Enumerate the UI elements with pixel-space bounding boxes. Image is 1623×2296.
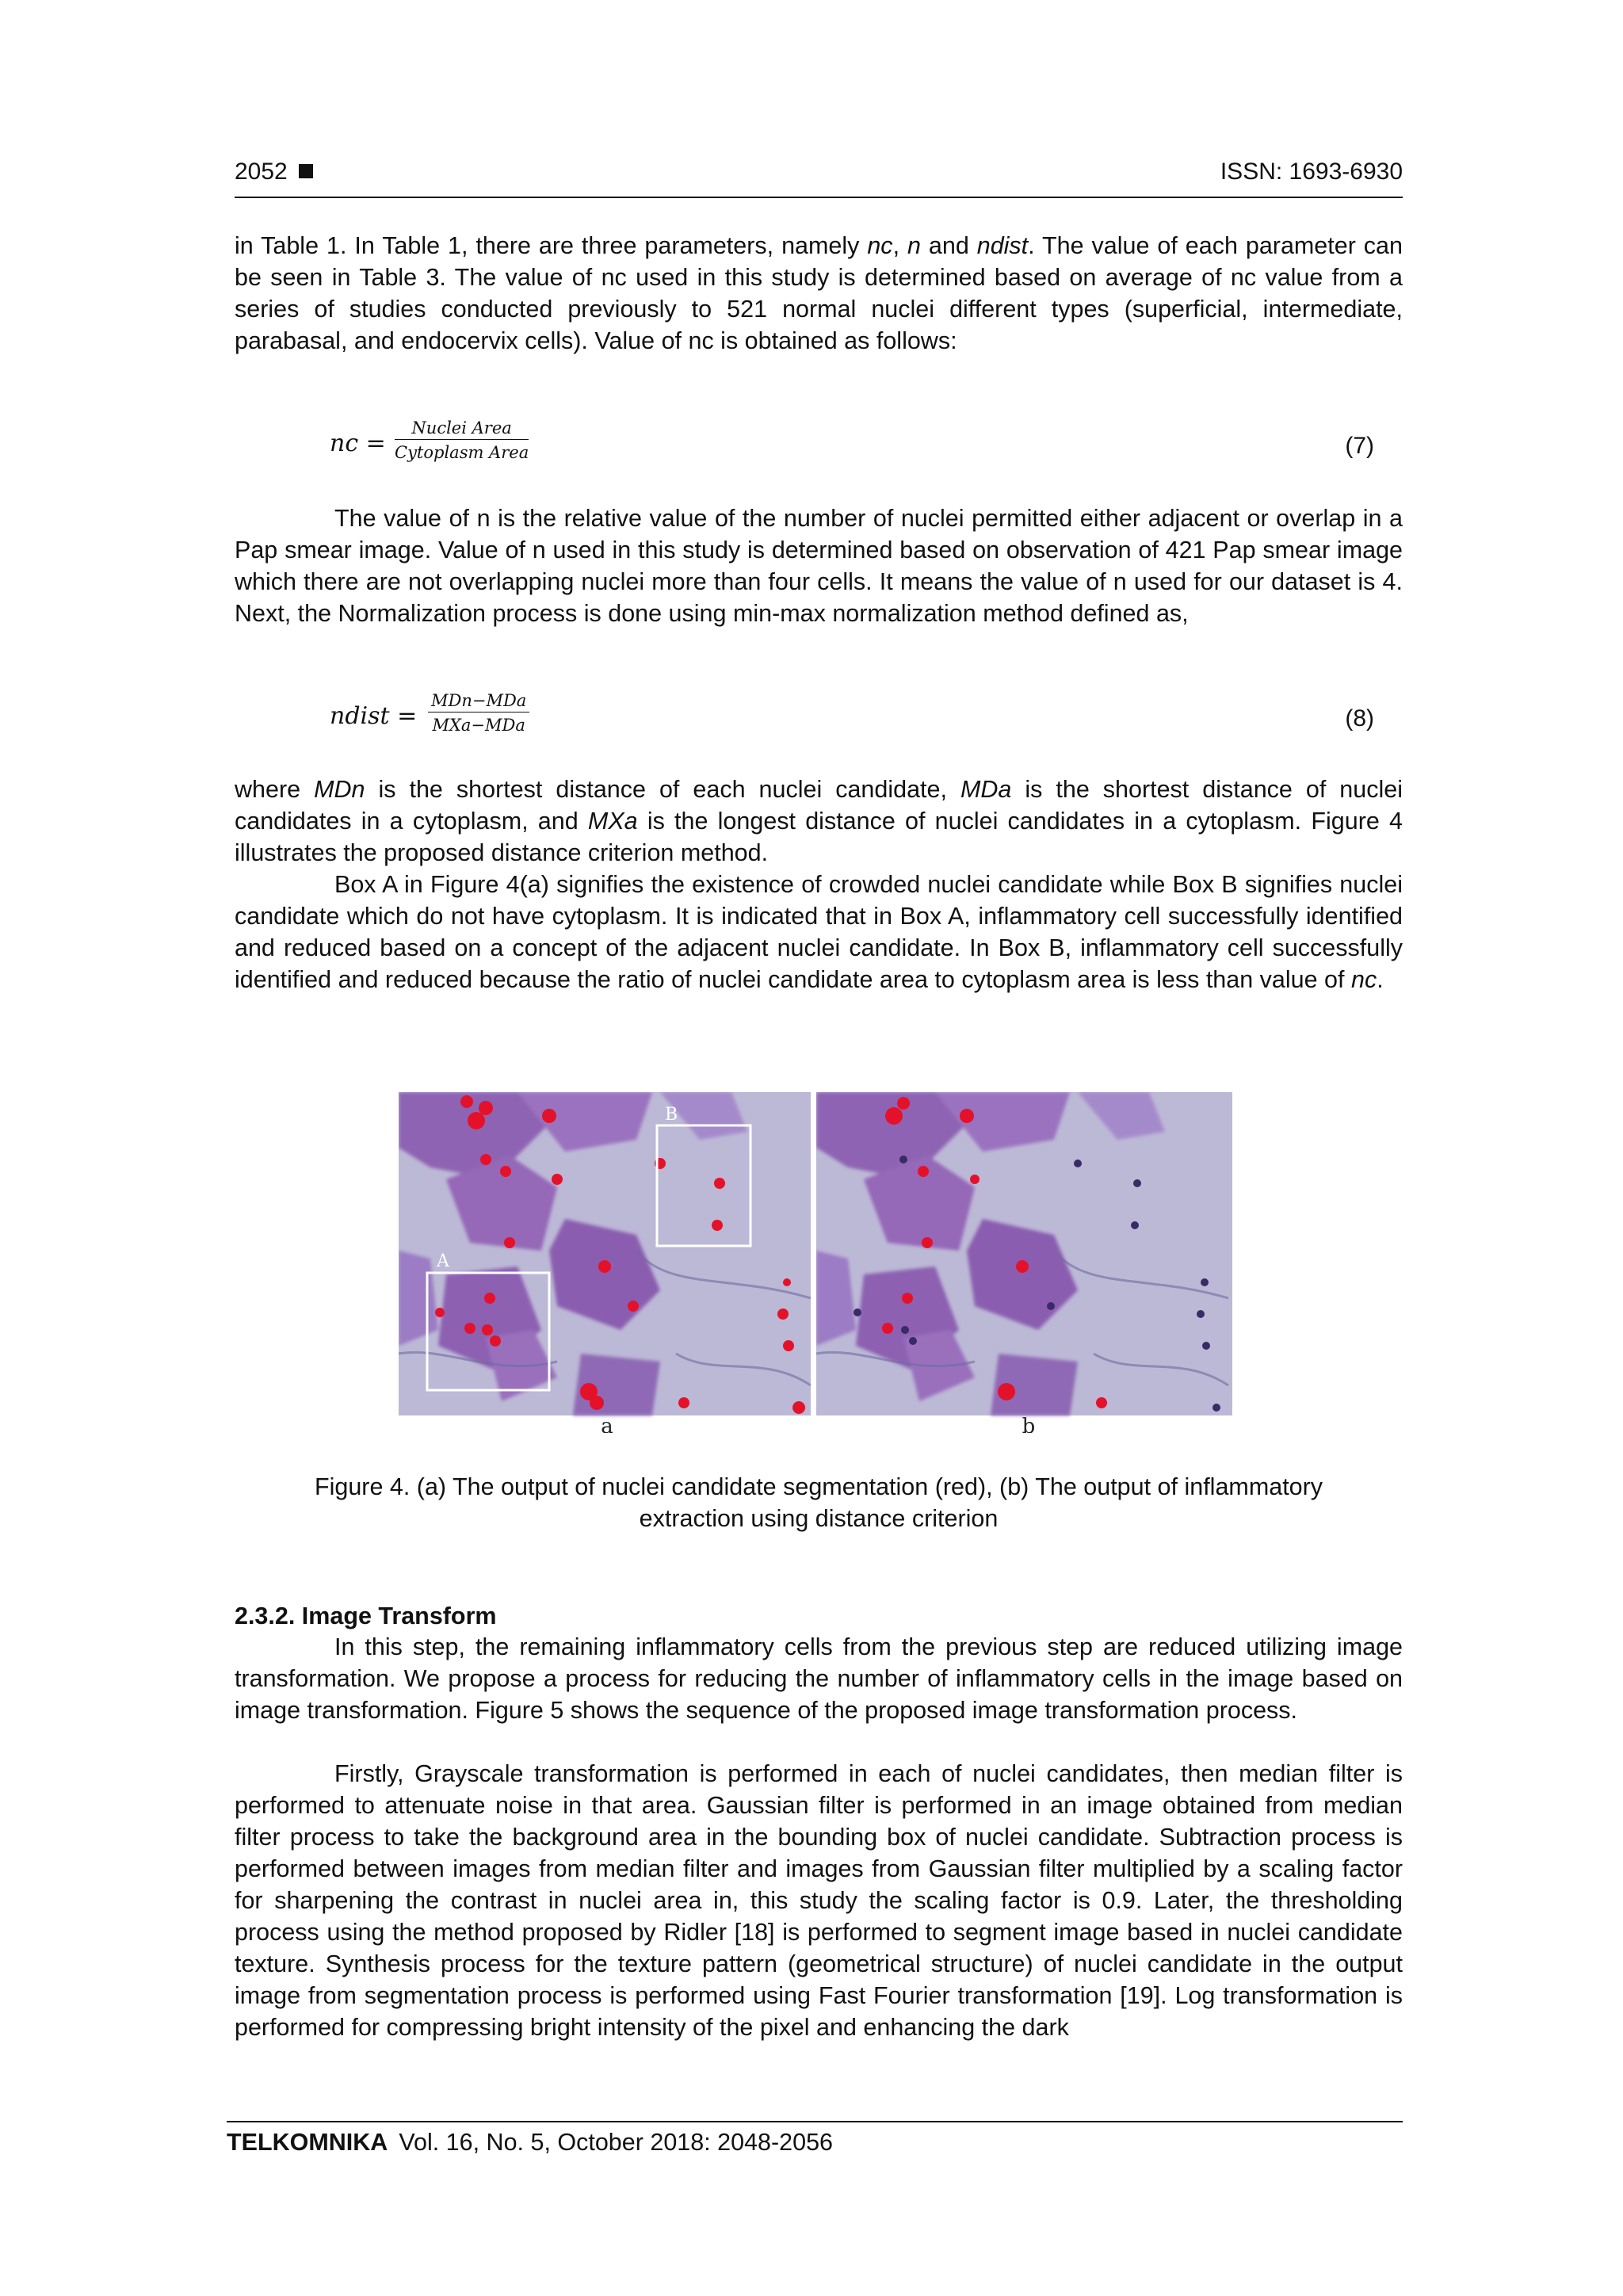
paragraph-5: In this step, the remaining inflammatory cells from the previous step are reduced utilizing image transformation. We propose a process for reducing the number of inflammatory cells in the image based on image transformation. Figure 5 shows the sequence of the proposed image transformation process. (235, 1633, 1403, 1724)
equation-numerator: MDn−MDa (428, 691, 529, 712)
panel-b-label: b (1022, 1415, 1036, 1433)
page-header (235, 155, 1403, 198)
journal-volume: Vol. 16, No. 5, October 2018: 2048-2056 (399, 2129, 834, 2156)
equation-denominator: MXa−MDa (432, 716, 525, 735)
panel-a-micrograph (399, 1092, 811, 1415)
box-b-label: B (665, 1105, 678, 1125)
paragraph-3: where MDn is the shortest distance of each nuclei candidate, MDa is the shortest distance of nuclei candidates in a cytoplasm, and MXa is the longest distance of nuclei candidates in a cytoplasm. Figure 4 illustrates the proposed distance criterion method. (235, 776, 1403, 866)
equation-number: (8) (1345, 705, 1374, 732)
figure-4-image (399, 1092, 1232, 1433)
journal-name: TELKOMNIKA (227, 2129, 388, 2156)
page-footer (227, 2121, 1403, 2157)
figure-4 (399, 1092, 1232, 1433)
paragraph-4: Box A in Figure 4(a) signifies the existence of crowded nuclei candidate while Box B signifies nuclei candidate which do not have cytoplasm. It is indicated that in Box A, inflammatory cell successfully identified and reduced based on a concept of the adjacent nuclei candidate. In Box B, inflammatory cell successfully identified and reduced because the ratio of nuclei candidate area to cytoplasm area is less than value of nc. (235, 871, 1403, 993)
panel-a-label: a (601, 1415, 613, 1433)
equation-fraction (395, 418, 529, 462)
paragraph-6: Firstly, Grayscale transformation is performed in each of nuclei candidates, then median filter is performed to attenuate noise in that area. Gaussian filter is performed in an image obtained from median filter process to take the background area in the bounding box of nuclei candidate. Subtraction process is performed between images from median filter and images from Gaussian filter multiplied by a scaling factor for sharpening the contrast in nuclei area in, this study the scaling factor is 0.9. Later, the thresholding process using the method proposed by Ridler [18] is performed to segment image based in nuclei candidate texture. Synthesis process for the texture pattern (geometrical structure) of nuclei candidate in the output image from segmentation process is performed using Fast Fourier transformation [19]. Log transformation is performed for compressing bright intensity of the pixel and enhancing the dark (235, 1760, 1403, 2041)
paragraph-2: The value of n is the relative value of the number of nuclei permitted either adjacent or overlap in a Pap smear image. Value of n used in this study is determined based on observation of 421 Pap smear image which there are not overlapping nuclei more than four cells. It means the value of n used for our dataset is 4. Next, the Normalization process is done using min-max normalization method defined as, (235, 505, 1403, 627)
panel-b-micrograph (816, 1092, 1232, 1415)
issn: ISSN: 1693-6930 (1220, 159, 1403, 185)
box-a-label: A (437, 1251, 449, 1271)
paragraph-1: in Table 1. In Table 1, there are three parameters, namely nc, n and ndist. The value of each parameter can be seen in Table 3. The value of nc used in this study is determined based on average of nc value from a series of studies conducted previously to 521 normal nuclei different types (superficial, intermediate, parabasal, and endocervix cells). Value of nc is obtained as follows: (235, 232, 1403, 354)
section-heading: 2.3.2. Image Transform (235, 1603, 497, 1629)
equation-7 (235, 418, 1403, 474)
equation-denominator: Cytoplasm Area (395, 443, 529, 462)
page-number: 2052 (235, 159, 313, 185)
equation-lhs: nc = (330, 430, 386, 457)
equation-number: (7) (1345, 433, 1374, 459)
equation-fraction (428, 691, 529, 735)
equation-8 (235, 691, 1403, 747)
equation-lhs: ndist = (330, 702, 418, 730)
equation-numerator: Nuclei Area (395, 418, 529, 440)
square-bullet-icon (299, 164, 313, 178)
figure-4-caption: Figure 4. (a) The output of nuclei candidate segmentation (red), (b) The output of inflammatory extraction using distance criterion (314, 1473, 1323, 1532)
